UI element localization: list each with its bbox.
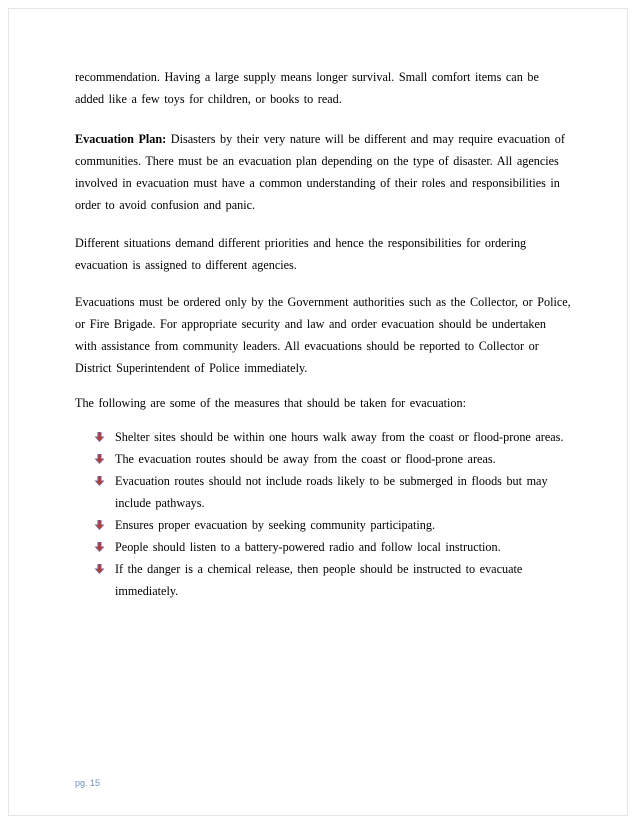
bullet-text: People should listen to a battery-powered radio and follow local instruction.	[115, 540, 501, 554]
text-line-rest: Disasters by their very nature will be different and may require evacuation of	[166, 132, 565, 146]
text-line: Different situations demand different priorities and hence the responsibilities for ordering	[75, 236, 527, 250]
text-line: evacuation is assigned to different agencies.	[75, 258, 297, 272]
text-line: order to avoid confusion and panic.	[75, 198, 256, 212]
bullet-text: immediately.	[115, 584, 179, 598]
text-line: involved in evacuation must have a common understanding of their roles and responsibilities in	[75, 176, 560, 190]
text-line: communities. There must be an evacuation plan depending on the type of disaster. All agencies	[75, 154, 559, 168]
paragraph-evacuation-plan	[75, 128, 575, 216]
paragraph-recommendation	[75, 66, 575, 110]
down-arrow-bullet-icon	[94, 454, 105, 464]
bullet-item	[94, 448, 574, 470]
paragraph-measures-intro	[75, 392, 575, 414]
text-line: added like a few toys for children, or books to read.	[75, 92, 342, 106]
down-arrow-bullet-icon	[94, 564, 105, 574]
bullet-text: Ensures proper evacuation by seeking community participating.	[115, 518, 436, 532]
measures-bullet-list	[94, 426, 574, 602]
text-line	[75, 128, 575, 150]
bullet-item	[94, 514, 574, 536]
section-heading: Evacuation Plan:	[75, 132, 167, 146]
text-line: District Superintendent of Police immediately.	[75, 361, 308, 375]
text-line: The following are some of the measures that should be taken for evacuation:	[75, 396, 466, 410]
bullet-item	[94, 426, 574, 448]
bullet-text: include pathways.	[115, 496, 205, 510]
bullet-text: Evacuation routes should not include roads likely to be submerged in floods but may	[115, 474, 548, 488]
paragraph-evacuations-ordered	[75, 291, 575, 379]
paragraph-different-situations	[75, 232, 575, 276]
text-line: Evacuations must be ordered only by the Government authorities such as the Collector, or Police,	[75, 295, 571, 309]
down-arrow-bullet-icon	[94, 520, 105, 530]
bullet-text: Shelter sites should be within one hours walk away from the coast or flood-prone areas.	[115, 430, 564, 444]
bullet-text: The evacuation routes should be away from the coast or flood-prone areas.	[115, 452, 496, 466]
text-line: with assistance from community leaders. All evacuations should be reported to Collector or	[75, 339, 539, 353]
bullet-item	[94, 470, 574, 514]
down-arrow-bullet-icon	[94, 476, 105, 486]
text-line: or Fire Brigade. For appropriate security and law and order evacuation should be undertaken	[75, 317, 546, 331]
bullet-item	[94, 558, 574, 602]
text-line: recommendation. Having a large supply means longer survival. Small comfort items can be	[75, 70, 539, 84]
down-arrow-bullet-icon	[94, 432, 105, 442]
down-arrow-bullet-icon	[94, 542, 105, 552]
page-number: pg. 15	[75, 778, 101, 788]
bullet-text: If the danger is a chemical release, then people should be instructed to evacuate	[115, 562, 523, 576]
bullet-item	[94, 536, 574, 558]
